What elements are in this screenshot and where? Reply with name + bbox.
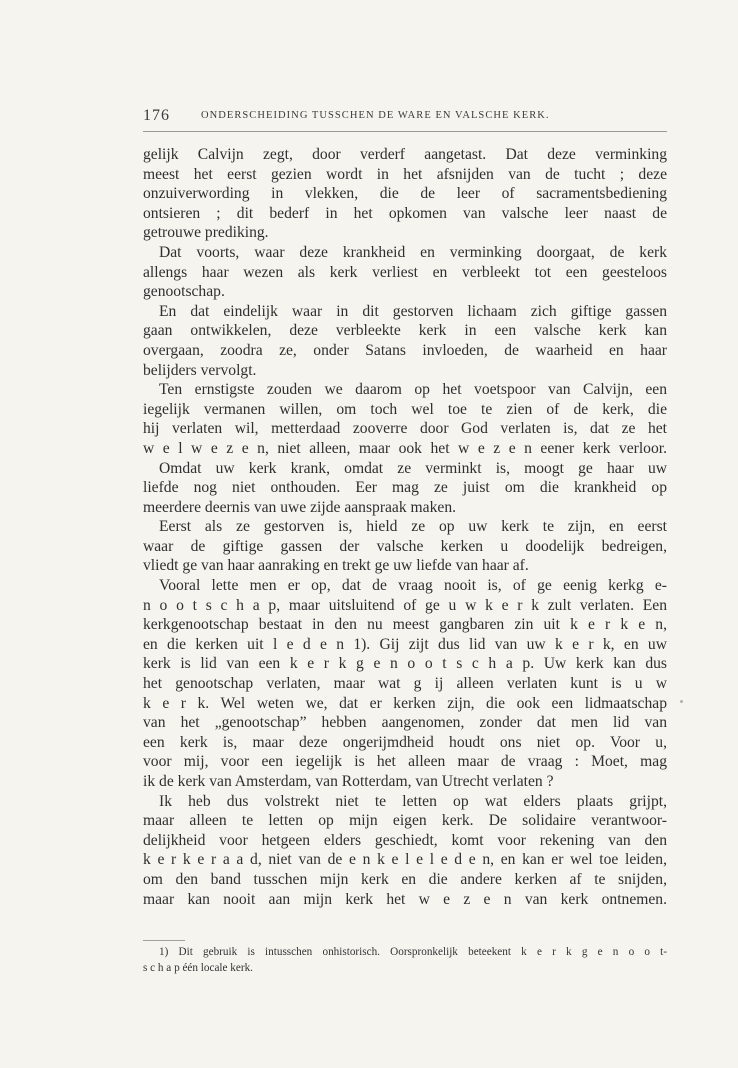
text-line: gaan ontwikkelen, deze verbleekte kerk in een valsche kerk kan [143,322,667,340]
text-line: maar kan nooit aan mijn kerk het w e z e n van kerk ontnemen. [143,890,667,908]
footnote-line: s c h a p één locale kerk. [143,962,253,974]
text-line: kerkgenootschap bestaat in den nu meest gangbaren zin uit k e r k e n, [143,616,667,634]
text-line: vliedt ge van haar aanraking en trekt ge uw liefde van haar af. [143,557,529,575]
text-line: meest het eerst gezien wordt in het afsnijden van de tucht ; deze [143,165,667,183]
text-line: delijkheid voor hetgeen elders geschiedt, komt voor rekening van den [143,831,667,849]
text-line: allengs haar wezen als kerk verliest en verbleekt tot een geesteloos [143,263,667,281]
footnote-line: 1) Dit gebruik is intusschen onhistorisch. Oorspronkelijk beteekent k e r k g e n o o t- [159,946,667,958]
text-line: onzuiverwording in vlekken, die de leer of sacramentsbediening [143,185,667,203]
footnote-rule [143,940,185,941]
text-line: hij verlaten wil, metterdaad zooverre door God verlaten is, dat ze het [143,420,667,438]
text-line: een kerk is, maar deze ongerijmdheid houdt ons niet op. Voor u, [143,733,667,751]
text-line: voor mij, voor een iegelijk is het alleen maar de vraag : Moet, mag [143,753,667,771]
text-line: belijders vervolgt. [143,361,257,379]
text-line: Ten ernstigste zouden we daarom op het voetspoor van Calvijn, een [159,381,667,399]
text-line: maar alleen te letten op mijn eigen kerk. De solidaire verantwoor- [143,812,667,830]
text-line: w e l w e z e n, niet alleen, maar ook het w e z e n eener kerk verloor. [143,439,667,457]
running-title: ONDERSCHEIDING TUSSCHEN DE WARE EN VALSCHE KERK. [201,110,550,121]
text-line: Dat voorts, waar deze krankheid en verminking doorgaat, de kerk [159,243,667,261]
text-line: van het „genootschap” hebben aangenomen, zonder dat men lid van [143,714,667,732]
text-line: genootschap. [143,283,225,301]
text-line: meerdere deernis van uwe zijde aanspraak maken. [143,498,457,516]
text-line: Eerst als ze gestorven is, hield ze op uw kerk te zijn, en eerst [159,518,667,536]
text-line: gelijk Calvijn zegt, door verderf aangetast. Dat deze verminking [143,146,667,163]
text-line: en die kerken uit l e d e n 1). Gij zijt dus lid van uw k e r k, en uw [143,635,667,653]
margin-dot [680,700,683,703]
text-line: En dat eindelijk waar in dit gestorven lichaam zich giftige gassen [159,302,667,320]
text-line: iegelijk vermanen willen, om toch wel toe te zien of de kerk, die [143,400,667,418]
text-line: ontsieren ; dit bederf in het opkomen van valsche leer naast de [143,204,667,222]
text-line: k e r k e r a a d, niet van de e n k e l e l e d e n, en kan er wel toe leiden, [143,851,667,869]
text-line: liefde nog niet onthouden. Eer mag ze juist om die krankheid op [143,479,667,497]
text-line: waar de giftige gassen der valsche kerken u doodelijk bedreigen, [143,537,667,555]
text-line: k e r k. Wel weten we, dat er kerken zijn, die ook een lidmaatschap [143,694,667,712]
text-line: het genootschap verlaten, maar wat g ij alleen verlaten kunt is u w [143,675,667,693]
text-line: Omdat uw kerk krank, omdat ze verminkt is, moogt ge haar uw [159,459,667,477]
text-line: kerk is lid van een k e r k g e n o o t s c h a p. Uw kerk kan dus [143,655,667,673]
text-line: n o o t s c h a p, maar uitsluitend of ge u w k e r k zult verlaten. Een [143,596,667,614]
text-line: getrouwe prediking. [143,224,269,242]
text-line: om den band tusschen mijn kerk en die andere kerken af te snijden, [143,870,667,888]
text-line: Ik heb dus volstrekt niet te letten op wat elders plaats grijpt, [159,792,667,810]
text-line: ik de kerk van Amsterdam, van Rotterdam, van Utrecht verlaten ? [143,773,554,790]
text-line: overgaan, zoodra ze, onder Satans invloeden, de waarheid en haar [143,341,667,359]
footnote [143,944,667,976]
page-header [143,107,668,131]
body-text [143,145,667,909]
header-rule [143,131,667,132]
page-number: 176 [143,107,170,124]
text-line: Vooral lette men er op, dat de vraag nooit is, of ge eenig kerkg e- [159,577,667,595]
